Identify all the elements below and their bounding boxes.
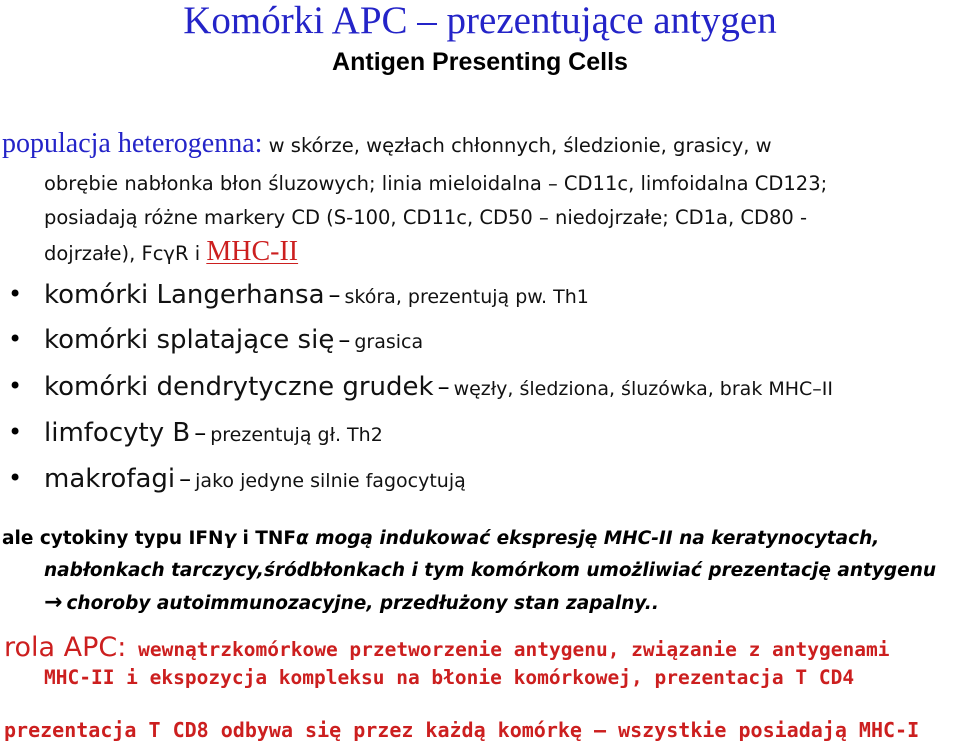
cytokine-text-b: i TNF	[236, 528, 297, 549]
population-label: populacja heterogenna:	[2, 128, 263, 159]
bullet-term: limfocyty B	[44, 418, 191, 448]
role-line-1	[4, 632, 889, 663]
bullet-dash: –	[194, 419, 207, 447]
mhc-ii-highlight: MHC-II	[206, 236, 299, 267]
bullet-description: skóra, prezentują pw. Th1	[344, 286, 589, 308]
bullet-icon: •	[8, 372, 23, 400]
bullet-description: grasica	[354, 331, 424, 353]
cytokine-line-2: nabłonkach tarczycy,śródbłonkach i tym komórkom umożliwiać prezentację antygenu	[44, 560, 937, 581]
role-label: rola APC:	[4, 632, 127, 663]
bullet-term: komórki Langerhansa	[44, 280, 325, 310]
cytokine-consequence: choroby autoimmunozacyjne, przedłużony stan zapalny..	[66, 593, 659, 614]
gamma-symbol: γ	[223, 528, 237, 549]
role-line-2: MHC-II i ekspozycja kompleksu na błonie komórkowej, prezentacja T CD4	[44, 666, 855, 689]
bullet-dash: –	[179, 465, 192, 493]
population-line-2: obrębie nabłonka błon śluzowych; linia mieloidalna – CD11c, limfoidalna CD123;	[44, 172, 828, 195]
bullet-description: prezentują gł. Th2	[210, 424, 383, 446]
bullet-term: komórki dendrytyczne grudek	[44, 372, 434, 402]
alpha-symbol: α	[296, 528, 309, 549]
bullet-description: węzły, śledziona, śluzówka, brak MHC–II	[453, 378, 834, 400]
population-line-4-text: dojrzałe), FcγR i	[44, 242, 207, 265]
page-subtitle: Antigen Presenting Cells	[332, 48, 628, 76]
role-line-1-text: wewnątrzkomórkowe przetworzenie antygenu, związanie z antygenami	[126, 638, 890, 661]
cd8-presentation-line: prezentacja T CD8 odbywa się przez każdą komórkę – wszystkie posiadają MHC-I	[4, 718, 920, 742]
cytokine-line-3	[44, 590, 659, 615]
bullet-term: makrofagi	[44, 464, 176, 494]
population-line-4	[44, 236, 298, 268]
bullet-icon: •	[8, 280, 23, 308]
page-title: Komórki APC – prezentujące antygen	[183, 0, 777, 42]
population-line-3: posiadają różne markery CD (S-100, CD11c, CD50 – niedojrzałe; CD1a, CD80 -	[44, 206, 808, 229]
cytokine-text-c: mogą indukować ekspresję MHC-II na keratynocytach,	[308, 528, 880, 549]
bullet-term: komórki splatające się	[44, 325, 335, 355]
right-arrow-icon: →	[44, 590, 63, 615]
bullet-dash: –	[328, 281, 341, 309]
bullet-dash: –	[338, 326, 351, 354]
cytokine-line-1	[2, 528, 879, 549]
bullet-description: jako jedyne silnie fagocytują	[195, 470, 466, 492]
bullet-icon: •	[8, 325, 23, 353]
cytokine-text-a: ale cytokiny typu IFN	[2, 528, 224, 549]
bullet-icon: •	[8, 464, 23, 492]
bullet-dash: –	[437, 373, 450, 401]
population-line-1	[2, 128, 772, 160]
population-line-1-text: w skórze, węzłach chłonnych, śledzionie, grasicy, w	[262, 134, 772, 157]
bullet-icon: •	[8, 418, 23, 446]
